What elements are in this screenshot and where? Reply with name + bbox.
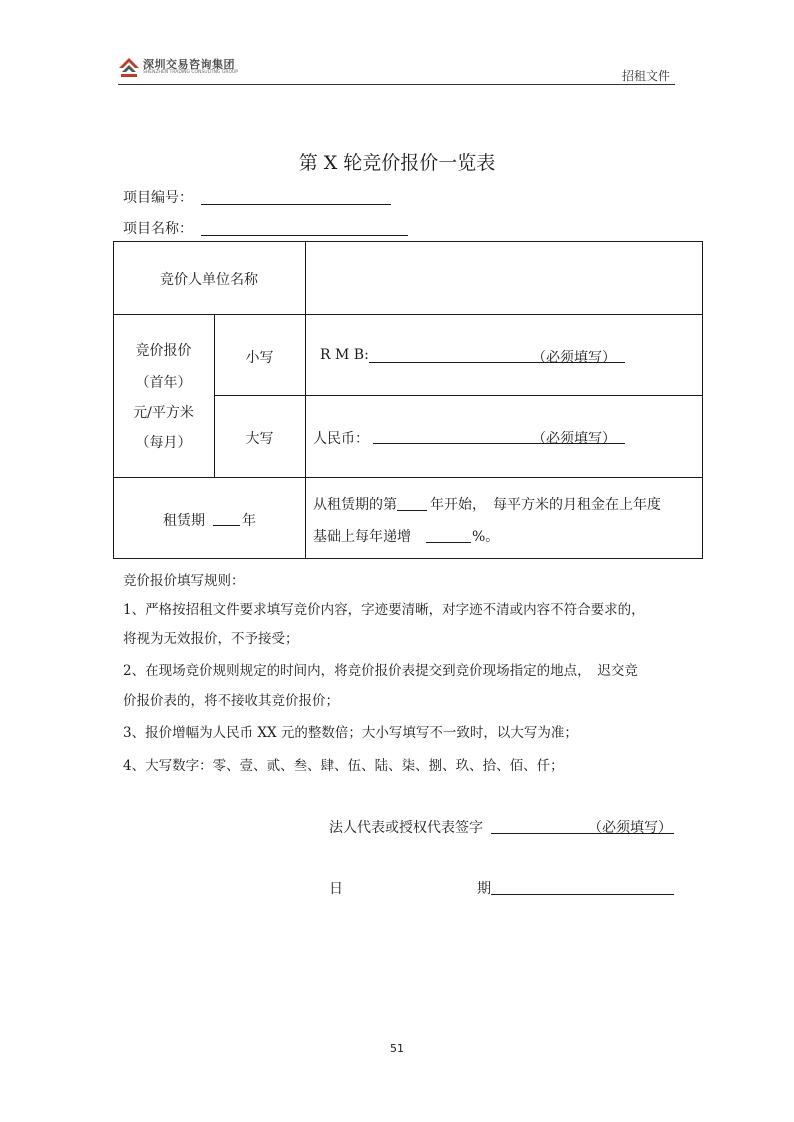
page-number: 51 xyxy=(390,1042,404,1055)
lowercase-label: 小写 xyxy=(245,350,274,366)
project-name-field[interactable] xyxy=(201,235,408,236)
logo-english-text: SHENZHEN TRADING CONSULTING GROUP xyxy=(143,70,239,75)
lease-term-field[interactable] xyxy=(213,525,240,526)
rules-line-1: 1、严格按招租文件要求填写竞价内容，字迹要清晰，对字迹不清或内容不符合要求的， xyxy=(123,602,645,618)
project-number-field[interactable] xyxy=(201,204,391,205)
rmb-cn-required-note: （必须填写） xyxy=(532,431,616,447)
increase-text-4: %。 xyxy=(472,529,500,545)
uppercase-label: 大写 xyxy=(245,431,274,447)
company-logo-icon xyxy=(118,57,140,79)
rmb-cn-label: 人民币： xyxy=(313,431,369,447)
lease-term-suffix: 年 xyxy=(242,513,256,529)
increase-percent-field[interactable] xyxy=(426,542,471,543)
date-label-char-1: 日 xyxy=(329,881,343,897)
lease-term-prefix: 租赁期 xyxy=(163,513,205,529)
rules-line-2: 将视为无效报价，不予接受； xyxy=(123,631,299,647)
signature-required-note: （必须填写） xyxy=(588,820,672,836)
logo-chinese-text: 深圳交易咨询集团 xyxy=(143,58,235,71)
rmb-required-note: （必须填写） xyxy=(532,350,616,366)
rules-heading: 竞价报价填写规则： xyxy=(123,573,245,589)
page-title: 第 X 轮竞价报价一览表 xyxy=(298,152,496,174)
increase-text-1: 从租赁期的第 xyxy=(313,497,397,513)
project-number-label: 项目编号： xyxy=(123,190,193,206)
header-divider xyxy=(118,84,675,85)
increase-start-year-field[interactable] xyxy=(397,510,427,511)
bidder-name-field[interactable] xyxy=(306,242,702,314)
date-label-char-2: 期 xyxy=(477,881,491,897)
project-name-label: 项目名称： xyxy=(123,221,193,237)
signature-label: 法人代表或授权代表签字 xyxy=(329,820,483,836)
rules-line-4: 价报价表的，将不接收其竞价报价； xyxy=(123,693,339,709)
date-field[interactable] xyxy=(491,894,674,895)
price-label-line-3: 元/平方米 xyxy=(133,405,194,421)
price-label-line-4: （每月） xyxy=(135,435,192,451)
rmb-label: R M B: xyxy=(320,347,369,363)
increase-text-2: 年开始， 每平方米的月租金在上年度 xyxy=(430,497,661,513)
document-type: 招租文件 xyxy=(621,69,670,83)
price-label-line-1: 竞价报价 xyxy=(135,343,192,359)
rules-line-6: 4、大写数字：零、壹、贰、叁、肆、伍、陆、柒、捌、玖、拾、佰、仟； xyxy=(123,758,564,774)
bidder-name-label: 竞价人单位名称 xyxy=(160,272,258,288)
increase-text-3: 基础上每年递增 xyxy=(313,529,411,545)
rules-line-5: 3、报价增幅为人民币 XX 元的整数倍；大小写填写不一致时，以大写为准； xyxy=(123,725,578,741)
company-logo xyxy=(118,55,248,81)
price-label-line-2: （首年） xyxy=(135,375,192,391)
rules-line-3: 2、在现场竞价规则规定的时间内，将竞价报价表提交到竞价现场指定的地点， 迟交竞 xyxy=(123,663,638,679)
